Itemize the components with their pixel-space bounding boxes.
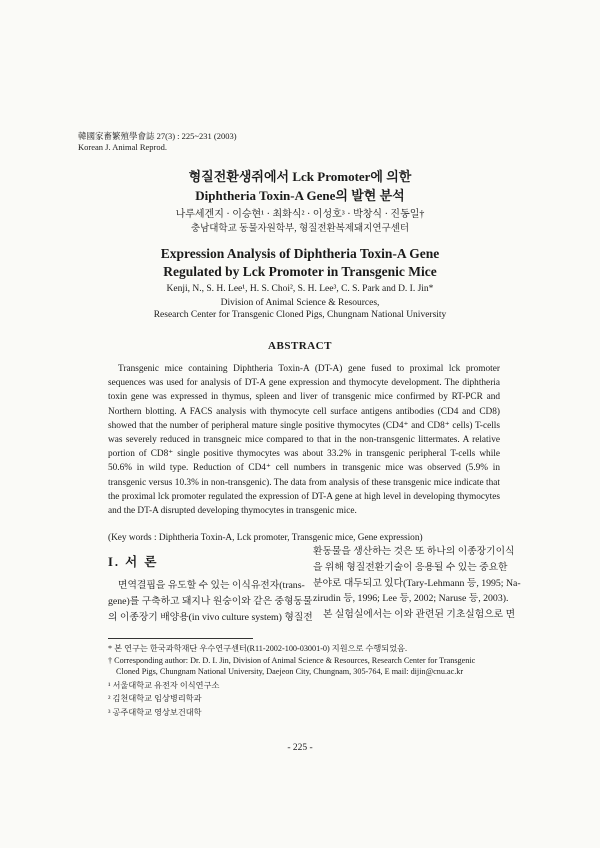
body-line: 분야로 대두되고 있다(Tary-Lehmann 등, 1995; Na- <box>313 577 521 589</box>
abstract-line: showed that the number of peripheral mature single positive thymocytes (CD4⁺ and CD8⁺ cells) T-cells <box>108 420 500 431</box>
abstract-line: toxin gene was expressed in thymus, spleen and liver of transgenic mice confirmed by RT-PCR and <box>108 392 500 403</box>
abstract-line: and the DT-A disrupted developing thymocytes in transgenic mice. <box>108 506 357 517</box>
body-line: 환동물을 생산하는 것은 또 하나의 이종장기이식 <box>313 546 515 557</box>
journal-line-1: 韓國家畜繁殖學會誌 27(3) : 225~231 (2003) <box>78 131 237 141</box>
body-line: 면역결핍을 유도할 수 있는 이식유전자(trans- <box>118 580 305 591</box>
abstract-line: 50.6% in wild type. Reduction of CD4⁺ cell numbers in transgenic mice was observed (5.9% in <box>108 463 500 474</box>
section-heading-introduction: I. 서 론 <box>108 555 159 569</box>
keywords: (Key words : Diphtheria Toxin-A, Lck promoter, Transgenic mice, Gene expression) <box>108 533 423 543</box>
body-line: 의 이종장기 배양용(in vivo culture system) 형질전 <box>108 611 313 623</box>
korean-affiliation: 충남대학교 동물자원학부, 형질전환복제돼지연구센터 <box>190 224 410 234</box>
english-authors: Kenji, N., S. H. Lee¹, H. S. Choi², S. H. Lee³, C. S. Park and D. I. Jin* <box>166 284 434 294</box>
abstract-line: was severely reduced in transgneic mice compared to that in the non-transgenic littermates. A relative <box>108 435 500 446</box>
journal-citation <box>78 131 237 153</box>
korean-title-line-1: 형질전환생쥐에서 Lck Promoter에 의한 <box>188 169 412 184</box>
footnotes <box>108 643 503 718</box>
footnote-corresponding-cont: Cloned Pigs, Chungnam National University, Daejeon City, Chungnam, 305-764, E mail: dijin@cnu.ac.kr <box>116 667 464 676</box>
right-column-text <box>313 544 521 623</box>
korean-title <box>0 167 600 205</box>
abstract-line: sequences was used for analysis of DT-A gene expression and thymocyte development. The diphtheria <box>108 378 500 389</box>
abstract-line: Transgenic mice containing Diphtheria Toxin-A (DT-A) gene fused to proximal lck promoter <box>118 364 500 374</box>
body-line: 을 위해 형질전환기술이 응용될 수 있는 중요한 <box>313 561 508 573</box>
page-number: - 225 - <box>287 743 313 753</box>
english-title-line-1: Expression Analysis of Diphtheria Toxin-A Gene <box>160 246 440 261</box>
footnote-corresponding: † Corresponding author: Dr. D. I. Jin, Division of Animal Science & Resources, Research Center for Transgenic <box>108 655 476 665</box>
left-column-text <box>108 578 313 625</box>
footnote-affiliation-3: ³ 공주대학교 영상보건대학 <box>108 707 202 717</box>
abstract-line: Northern blotting. A FACS analysis with thymocyte cell surface antigens antibodies (CD4 and CD8) <box>108 406 500 417</box>
english-affiliation-line-2: Research Center for Transgenic Cloned Pigs, Chungnam National University <box>153 310 447 320</box>
english-title-line-2: Regulated by Lck Promoter in Transgenic Mice <box>163 264 437 279</box>
english-title <box>0 245 600 281</box>
footnote-funding: * 본 연구는 한국과학재단 우수연구센터(R11-2002-100-03001-0) 지원으로 수행되었음. <box>108 644 408 653</box>
journal-line-2: Korean J. Animal Reprod. <box>78 142 167 152</box>
footnote-affiliation-2: ² 김천대학교 임상병리학과 <box>108 694 202 703</box>
body-line: 본 실험실에서는 이와 관련된 기초실험으로 면 <box>323 609 516 621</box>
english-affiliation <box>0 297 600 321</box>
korean-title-line-2: Diphtheria Toxin-A Gene의 발현 분석 <box>195 188 405 203</box>
body-line: zirudin 등, 1996; Lee 등, 2002; Naruse 등, 2003). <box>313 593 509 605</box>
korean-authors: 나루세겐지 · 이승현¹ · 최화식² · 이성호³ · 박창식 · 진동일† <box>175 209 425 220</box>
abstract-body <box>108 362 500 518</box>
footnote-divider <box>108 638 253 639</box>
footnote-affiliation-1: ¹ 서울대학교 유전자 이식연구소 <box>108 680 220 690</box>
english-affiliation-line-1: Division of Animal Science & Resources, <box>220 298 380 308</box>
abstract-line: the proximal lck promoter regulated the expression of DT-A gene at high level in developing thymocytes <box>108 491 500 502</box>
abstract-heading: ABSTRACT <box>268 340 332 352</box>
body-line: gene)를 구축하고 돼지나 원숭이와 같은 중형동물 <box>108 595 313 607</box>
abstract-line: portion of CD8⁺ single positive thymocytes was about 33.2% in transgenic peripheral T-cells while <box>108 449 500 460</box>
abstract-line: transgenic versus 10.3% in non-transgenic). The data from analysis of these transgenic mice indicate that <box>108 477 500 488</box>
